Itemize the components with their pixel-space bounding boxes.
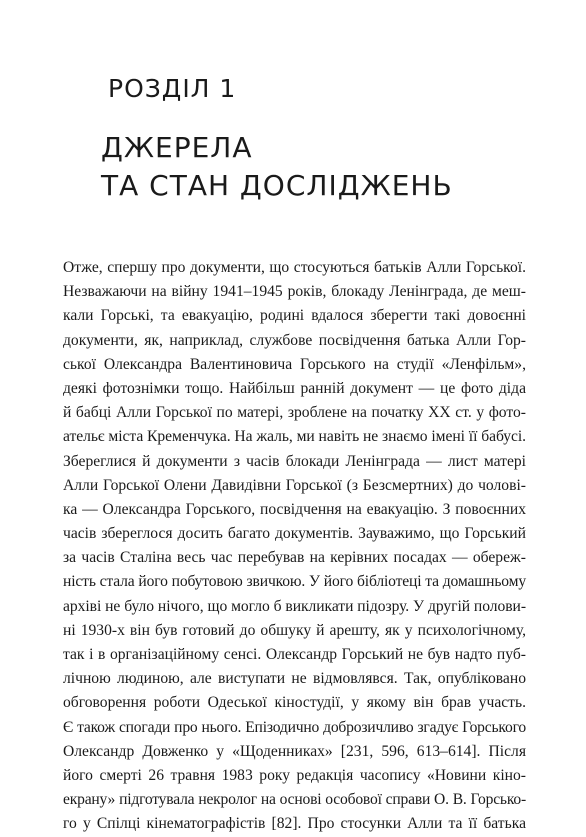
body-line: ательє міста Кременчука. На жаль, ми навіть не знаємо імені її бабусі.: [63, 428, 526, 446]
body-line: деякі фотознімки тощо. Найбільш ранній документ — це фото діда: [63, 379, 526, 397]
body-line: документи, як, наприклад, службове посвідчення батька Алли Гор-: [63, 331, 526, 349]
body-line: ність стала його побутовою звичкою. У його бібліотеці та домашньому: [63, 573, 526, 591]
body-line: й бабці Алли Горської по матері, зроблене на початку ХХ ст. у фото-: [63, 404, 526, 422]
body-line: Олександр Довженко у «Щоденниках» [231, 596, 613–614]. Після: [63, 742, 526, 760]
body-line: часів збереглося досить багато документів. Зауважимо, що Горський: [63, 525, 526, 543]
body-line: обговорення роботи Одеської кіностудії, у якому він брав участь.: [63, 694, 526, 712]
chapter-title-line: ДЖЕРЕЛА: [101, 131, 253, 164]
body-line: Незважаючи на війну 1941–1945 років, блокаду Ленінграда, де меш-: [63, 283, 526, 301]
body-line: лічною людиною, але виступати не відмовлявся. Так, опубліковано: [63, 670, 526, 688]
body-text: [63, 256, 526, 837]
body-line: Є також спогади про нього. Епізодично доброзичливо згадує Горського: [63, 718, 526, 736]
chapter-title-line: ТА СТАН ДОСЛІДЖЕНЬ: [101, 169, 453, 202]
body-line: Отже, спершу про документи, що стосуються батьків Алли Горської.: [63, 259, 526, 276]
body-line: за часів Сталіна весь час перебував на керівних посадах — обереж-: [63, 549, 526, 567]
chapter-heading: РОЗДІЛ 1: [108, 74, 237, 103]
body-line: Збереглися й документи з часів блокади Ленінграда — лист матері: [63, 452, 526, 470]
body-line: екрану» підготувала некролог на основі особової справи О. В. Горсько-: [63, 791, 526, 809]
chapter-title: [101, 129, 453, 205]
body-line: Алли Горської Олени Давидівни Горської (з Безсмертних) до чолові-: [63, 476, 526, 494]
body-line: його смерті 26 травня 1983 року редакція часопису «Новини кіно-: [63, 766, 526, 784]
body-line: го у Спілці кінематографістів [82]. Про стосунки Алли та її батька: [63, 815, 526, 833]
body-line: так і в організаційному сенсі. Олександр Горський не був надто пуб-: [63, 646, 526, 663]
body-line: ської Олександра Валентиновича Горського на студії «Ленфільм»,: [63, 355, 526, 373]
body-line: архіві не було нічого, що могло б викликати підозру. У другій полови-: [63, 597, 526, 615]
body-line: ка — Олександра Горського, посвідчення на евакуацію. З повоєнних: [63, 500, 526, 518]
body-line: кали Горські, та евакуацію, родині вдалося зберегти такі довоєнні: [63, 307, 526, 325]
body-line: ні 1930-х він був готовий до обшуку й арешту, як у психологічному,: [63, 621, 526, 639]
